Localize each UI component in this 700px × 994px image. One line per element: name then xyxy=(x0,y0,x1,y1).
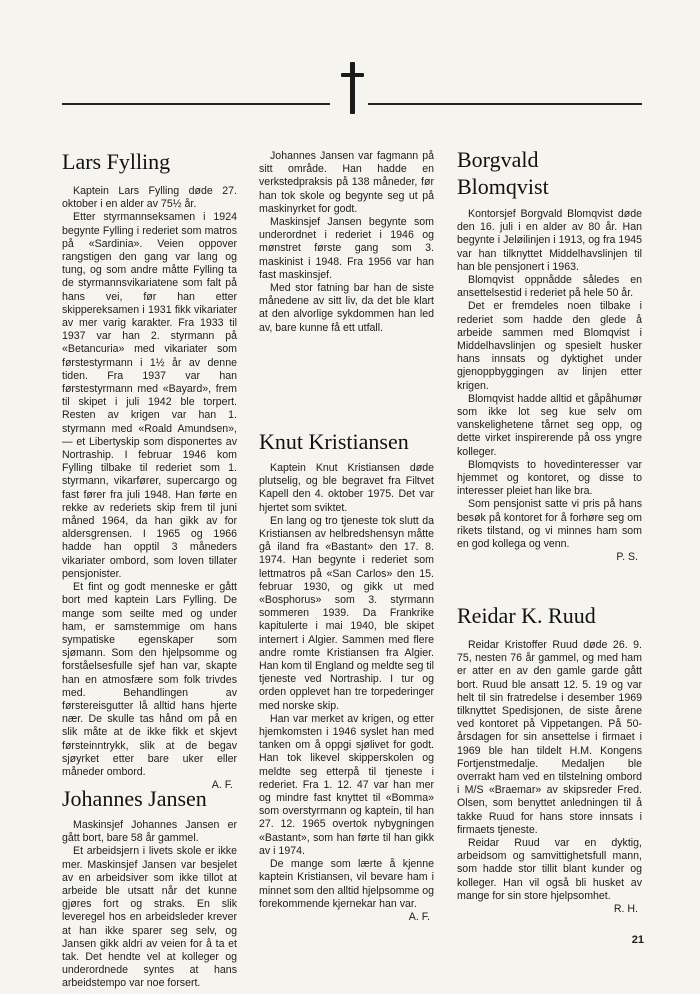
header-rule-left xyxy=(62,103,330,105)
article-paragraph: Johannes Jansen var fagmann på sitt område. Han hadde en verkstedpraksis på 138 måneder, før han tok skole og begynte seg ut på maskinyrket for godt. xyxy=(259,150,434,215)
article-reidar-ruud xyxy=(457,602,642,916)
article-paragraph: Maskinsjef Jansen begynte som underordnet i rederiet i 1946 og mønstret første gang som 3. maskinist i 1948. Fra 1956 var han fast maskinsjef. xyxy=(259,216,434,281)
article-paragraph: Kaptein Lars Fylling døde 27. oktober i en alder av 75½ år. xyxy=(62,185,237,211)
article-johannes-jansen-continued xyxy=(259,150,434,335)
article-lars-fylling xyxy=(62,148,237,792)
article-paragraph: Det er fremdeles noen tilbake i rederiet som hadde den glede å arbeide sammen med Blomqvist i Middelhavslinjen og spesielt husker hans innsats og dyktighet under gjenoppbyggingen av linjen etter krigen. xyxy=(457,300,642,392)
article-paragraph: Reidar Ruud var en dyktig, arbeidsom og samvittighetsfull mann, som hadde stor tillit blant kunder og kolleger. Han vil også bli husket av mange for sin store hjelpsomhet. xyxy=(457,837,642,902)
article-paragraph: Reidar Kristoffer Ruud døde 26. 9. 75, nesten 76 år gammel, og med ham er atter en av den gamle garde gått bort. Ruud ble ansatt 12. 5. 19 og var helt til sin fratredelse i desember 1969 tilknyttet Spedisjonen, de siste årene ved kontoret på Vippetangen. På 50-årsdagen for sin ansettelse i firmaet i 1969 ble han tildelt H.M. Kongens Fortjenstmedalje. Medaljen ble overrakt ham ved en tilstelning ombord i M/S «Braemar» av skipsreder Fred. Olsen, som benyttet anledningen til å takke Ruud for hans store innsats i firmaets tjeneste. xyxy=(457,639,642,836)
header-rule-right xyxy=(368,103,642,105)
article-signature: P. S. xyxy=(616,551,638,564)
article-paragraph: En lang og tro tjeneste tok slutt da Kristiansen av helbredshensyn måtte gå iland fra «Bastant» den 17. 8. 1974. Han begynte i rederiet som lettmatros på «San Carlos» den 15. februar 1930, og gikk ut med «Bosphorus» som 3. styrmann sommeren 1939. Da Frankrike kapitulerte i mai 1940, ble skipet internert i Algier. Sammen med flere andre romte Kristiansen fra Algier. Han kom til England og meldte seg til tjeneste ved Nortraship. I tur og orden opplevet han tre torpederinger med norske skip. xyxy=(259,514,434,712)
article-paragraph: De mange som lærte å kjenne kaptein Kristiansen, vil bevare ham i minnet som den alltid hjelpsomme og forekommende kjernekar han var. xyxy=(259,858,434,910)
article-paragraph: Blomqvist hadde alltid et gåpåhumør som ikke lot seg kue selv om vanskelighetene tårnet seg opp, og dette virket inspirerende på oss yngre kolleger. xyxy=(457,392,642,458)
article-signature: R. H. xyxy=(613,903,638,916)
article-paragraph: Med stor fatning bar han de siste månedene av sitt liv, da det ble klart at den alvorlige sykdommen han led av, bare kunne få ett utfall. xyxy=(259,282,434,334)
article-paragraph: Etter styrmannseksamen i 1924 begynte Fylling i rederiet som matros på «Sardinia». Veien oppover rangstigen den gang var lang og tung, og som andre måtte Fylling ta de styrmannsvikariatene som falt på hans vei, før han etter skippereksamen i 1931 fikk vikariater av mer varig karakter. Fra 1933 til 1937 var han 2. styrmann på «Betancuria» med vikariater som førstestyrmann i 1½ år av denne tiden. Fra 1937 var han førstestyrmann med «Bayard», frem til skipet i juli 1942 ble torpert. Resten av krigen var han 1. styrmann med «Roald Amundsen», — et Libertyskip som disponertes av Nortraship. I februar 1946 kom Fylling tilbake til rederiet som 1. styrmann, vikarfører, supercargo og fast fører fra juli 1948. Han førte en rekke av rederiets skip frem til juni måned 1964, da han gikk av for aldersgrensen. I 1965 og 1966 hadde han opptil 3 måneders vikariater ombord, som loven tillater pensjonister. xyxy=(62,211,237,580)
article-title: Knut Kristiansen xyxy=(259,429,409,454)
article-johannes-jansen xyxy=(62,785,237,991)
article-paragraph: Kontorsjef Borgvald Blomqvist døde den 16. juli i en alder av 80 år. Han begynte i Jeløilinjen i 1913, og fra 1945 var han tilknyttet Middelhavslinjen til han ble pensjonert i 1963. xyxy=(457,208,642,273)
article-title: Johannes Jansen xyxy=(62,786,207,811)
article-signature: A. F. xyxy=(408,910,430,923)
article-title: Reidar K. Ruud xyxy=(457,603,596,628)
article-paragraph: Et fint og godt menneske er gått bort med kaptein Lars Fylling. De mange som seilte med og under ham, er samstemmige om hans sympatiske egenskaper som sjømann. Som den hjelpsomme og forståelsesfulle sjef han var, skapte han en atmosfære som folk trivdes med. Behandlingen av førstereisgutter lå alltid hans hjerte nær. De skulle tas hånd om på en slik måte at de ikke fikk et skjevt førsteinntrykk, slik at de begav sjøyrket etter bare uker eller måneder ombord. xyxy=(62,581,237,778)
article-borgvald-blomqvist xyxy=(457,146,642,564)
article-paragraph: Blomqvists to hovedinteresser var hjemmet og kontoret, og disse to interesser pleiet han like bra. xyxy=(457,458,642,498)
page-number: 21 xyxy=(631,934,644,946)
article-paragraph: Han var merket av krigen, og etter hjemkomsten i 1946 syslet han med tanken om å oppgi sjølivet for godt. Han tok likevel skipperskolen og meldte seg etterpå til tjeneste i rederiet. Fra 1. 12. 47 var han mer og mindre fast knyttet til «Bomma» som overstyrmann og kaptein, til han 27. 12. 1965 overtok nybygningen «Bastant», som han førte til han gikk av i 1974. xyxy=(259,712,434,857)
article-title: Borgvald Blomqvist xyxy=(457,147,549,199)
article-paragraph: Et arbeidsjern i livets skole er ikke mer. Maskinsjef Jansen var besjelet av en arbeidsiver som ikke tillot at arbeide ble utsatt når det kunne gjøres fort og straks. En slik leveregel hos en arbeidsleder krever at han ikke sparer seg selv, og Jansen gikk aldri av veien for å ta et tak. Det hendte vel at kolleger og underordnede syntes at hans arbeidstempo var noe forsert. xyxy=(62,845,237,990)
article-paragraph: Blomqvist oppnådde således en ansettelsestid i rederiet på hele 50 år. xyxy=(457,274,642,300)
article-title: Lars Fylling xyxy=(62,149,171,174)
article-paragraph: Kaptein Knut Kristiansen døde plutselig, og ble begravet fra Filtvet Kapell den 4. oktober 1975. Det var hjertet som sviktet. xyxy=(259,462,434,514)
article-signature: A. F. xyxy=(211,779,233,792)
article-knut-kristiansen xyxy=(259,428,434,924)
article-paragraph: Som pensjonist satte vi pris på hans besøk på kontoret for å forhøre seg om rikets tilstand, og vi minnes ham som en god kollega og venn. xyxy=(457,498,642,551)
article-paragraph: Maskinsjef Johannes Jansen er gått bort, bare 58 år gammel. xyxy=(62,819,237,845)
